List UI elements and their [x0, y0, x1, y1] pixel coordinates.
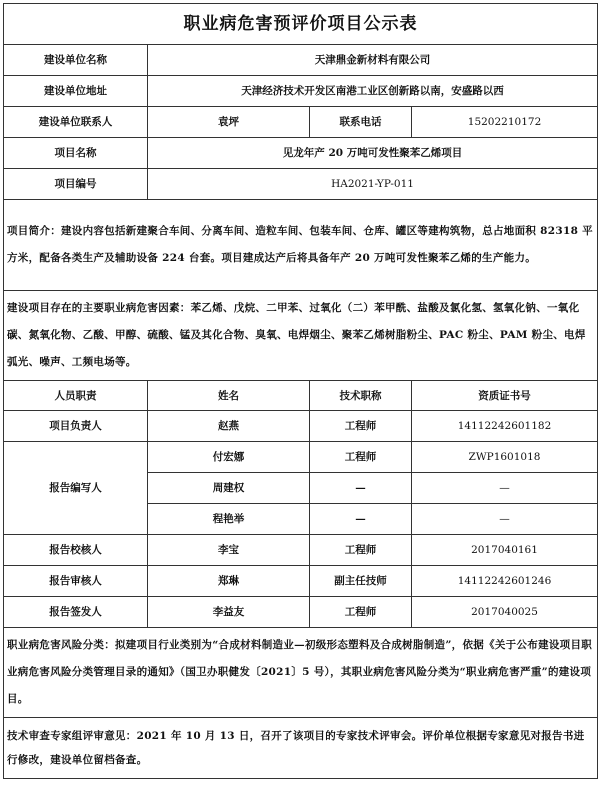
project-name: 见龙年产 20 万吨可发性聚苯乙烯项目 — [148, 138, 598, 169]
reviewer-name: 郑琳 — [148, 566, 310, 597]
header-role: 人员职责 — [4, 381, 148, 411]
risk-classification: 职业病危害风险分类：拟建项目行业类别为“合成材料制造业—初级形态塑料及合成树脂制造”，依据《关于公布建设项目职业病危害风险分类管理目录的通知》（国卫办职健发〔2021〕5 号），其职业病危害风险分类为“职业病危害严重”的建设项目。 — [4, 628, 598, 718]
header-cert: 资质证书号 — [412, 381, 598, 411]
project-no-label: 项目编号 — [4, 169, 148, 200]
reviewer-role: 报告审核人 — [4, 566, 148, 597]
header-title: 技术职称 — [310, 381, 412, 411]
issuer-role: 报告签发人 — [4, 597, 148, 628]
writer-name: 周建权 — [148, 473, 310, 504]
phone-label: 联系电话 — [310, 107, 412, 138]
project-name-label: 项目名称 — [4, 138, 148, 169]
writer-cert: ZWP1601018 — [412, 442, 598, 473]
project-intro: 项目简介：建设内容包括新建聚合车间、分离车间、造粒车间、包装车间、仓库、罐区等建构筑物，总占地面积 82318 平方米，配备各类生产及辅助设备 224 台套。项目建成达产后将具备年产 20 万吨可发性聚苯乙烯的生产能力。 — [4, 200, 598, 291]
writer-role: 报告编写人 — [4, 442, 148, 535]
reviewer-cert: 14112242601246 — [412, 566, 598, 597]
unit-address: 天津经济技术开发区南港工业区创新路以南，安盛路以西 — [148, 76, 598, 107]
contact-label: 建设单位联系人 — [4, 107, 148, 138]
writer-title: — — [310, 504, 412, 535]
leader-role: 项目负责人 — [4, 411, 148, 442]
leader-name: 赵燕 — [148, 411, 310, 442]
issuer-name: 李益友 — [148, 597, 310, 628]
writer-title: — — [310, 473, 412, 504]
writer-cert: — — [412, 504, 598, 535]
leader-title: 工程师 — [310, 411, 412, 442]
expert-review: 技术审查专家组评审意见：2021 年 10 月 13 日，召开了该项目的专家技术评审会。评价单位根据专家意见对报告书进行修改，建设单位留档备查。 — [4, 718, 598, 779]
issuer-cert: 2017040025 — [412, 597, 598, 628]
unit-address-label: 建设单位地址 — [4, 76, 148, 107]
checker-title: 工程师 — [310, 535, 412, 566]
issuer-title: 工程师 — [310, 597, 412, 628]
unit-name-label: 建设单位名称 — [4, 45, 148, 76]
writer-name: 程艳举 — [148, 504, 310, 535]
hazard-factors: 建设项目存在的主要职业病危害因素：苯乙烯、戊烷、二甲苯、过氧化（二）苯甲酰、盐酸及氯化氢、氢氧化钠、一氧化碳、氮氧化物、乙酸、甲醇、硫酸、锰及其化合物、臭氧、电焊烟尘、聚苯乙烯树脂粉尘、PAC 粉尘、PAM 粉尘、电焊弧光、噪声、工频电场等。 — [4, 291, 598, 381]
checker-name: 李宝 — [148, 535, 310, 566]
phone: 15202210172 — [412, 107, 598, 138]
writer-cert: — — [412, 473, 598, 504]
reviewer-title: 副主任技师 — [310, 566, 412, 597]
writer-title: 工程师 — [310, 442, 412, 473]
writer-name: 付宏娜 — [148, 442, 310, 473]
checker-cert: 2017040161 — [412, 535, 598, 566]
page-title: 职业病危害预评价项目公示表 — [4, 4, 598, 45]
contact-name: 袁坪 — [148, 107, 310, 138]
publicity-table — [3, 3, 598, 779]
header-name: 姓名 — [148, 381, 310, 411]
unit-name: 天津鼎金新材料有限公司 — [148, 45, 598, 76]
leader-cert: 14112242601182 — [412, 411, 598, 442]
project-no: HA2021-YP-011 — [148, 169, 598, 200]
checker-role: 报告校核人 — [4, 535, 148, 566]
